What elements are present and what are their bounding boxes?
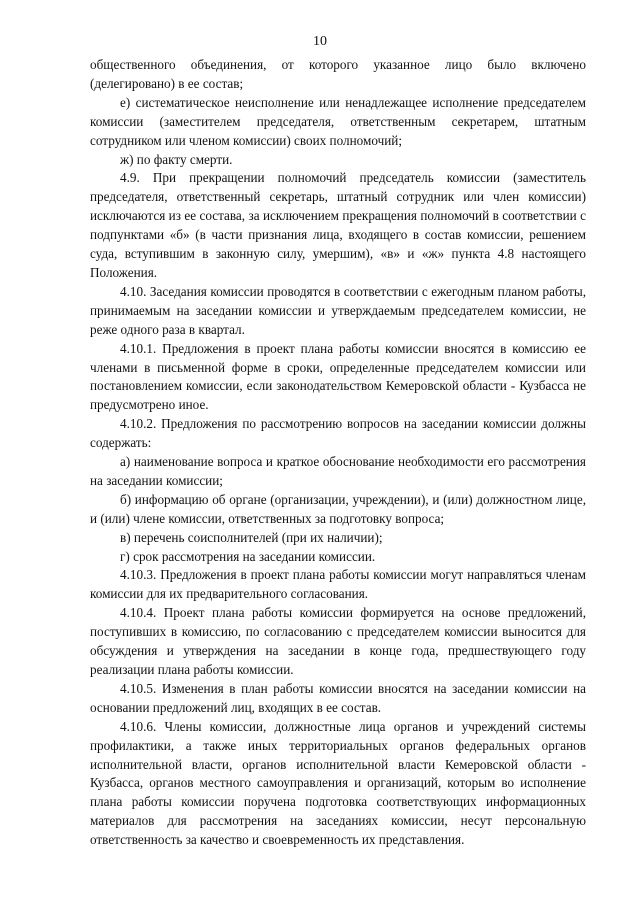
paragraph-item-e: е) систематическое неисполнение или ненадлежащее исполнение председателем комиссии (заместителем председателя, ответственным секретарем, штатным сотрудником или членом комиссии) своих полномочий; <box>90 94 586 148</box>
paragraph-continuation: общественного объединения, от которого указанное лицо было включено (делегировано) в ее состав; <box>90 57 586 91</box>
paragraph-4-10-5: 4.10.5. Изменения в план работы комиссии вносятся на заседании комиссии на основании предложений лиц, входящих в ее состав. <box>90 680 586 715</box>
paragraph-item-a: а) наименование вопроса и краткое обоснование необходимости его рассмотрения на заседании комиссии; <box>90 454 586 488</box>
page-number: 10 <box>313 34 327 49</box>
paragraph-4-10: 4.10. Заседания комиссии проводятся в соответствии с ежегодным планом работы, принимаемым на заседании комиссии и утверждаемым председателем комиссии, не реже одного раза в квартал. <box>90 283 586 337</box>
paragraph-item-zh: ж) по факту смерти. <box>120 151 233 167</box>
paragraph-4-10-4: 4.10.4. Проект плана работы комиссии формируется на основе предложений, поступивших в комиссию, по согласованию с председателем комиссии выносится для обсуждения и утверждения на заседании в конце года, предшествующего году реализации плана работы комиссии. <box>90 605 586 677</box>
paragraph-4-9: 4.9. При прекращении полномочий председатель комиссии (заместитель председателя, ответственный секретарь, штатный сотрудник или член комиссии) исключаются из ее состава, за исключением прекращения полномочий в соответствии с подпунктами «б» (в части признания лица, входящего в состав комиссии, решением суда, вступившим в законную силу, умершим), «в» и «ж» пункта 4.8 настоящего Положения. <box>90 170 586 280</box>
paragraph-4-10-6: 4.10.6. Члены комиссии, должностные лица органов и учреждений системы профилактики, а также иных территориальных органов федеральных органов исполнительной власти, органов исполнительной власти Кемеровской области - Кузбасса, органов местного самоуправления и организаций, которым во исполнение плана работы комиссии поручена подготовка соответствующих информационных материалов для рассмотрения на заседаниях комиссии, несут персональную ответственность за качество и своевременность их представления. <box>90 718 586 848</box>
paragraph-4-10-2: 4.10.2. Предложения по рассмотрению вопросов на заседании комиссии должны содержать: <box>90 416 586 451</box>
paragraph-item-v: в) перечень соисполнителей (при их наличии); <box>120 529 383 545</box>
paragraph-4-10-3: 4.10.3. Предложения в проект плана работы комиссии могут направляться членам комиссии для их предварительного согласования. <box>90 567 586 602</box>
paragraph-item-g: г) срок рассмотрения на заседании комиссии. <box>120 548 376 564</box>
paragraph-4-10-1: 4.10.1. Предложения в проект плана работы комиссии вносятся в комиссию ее членами в письменной форме в сроки, определенные председателем комиссии или постановлением комиссии, если законодательством Кемеровской области - Кузбасса не предусмотрено иное. <box>90 340 586 413</box>
paragraph-item-b: б) информацию об органе (организации, учреждении), и (или) должностном лице, и (или) члене комиссии, ответственных за подготовку вопроса; <box>90 491 586 526</box>
document-body <box>90 56 586 850</box>
